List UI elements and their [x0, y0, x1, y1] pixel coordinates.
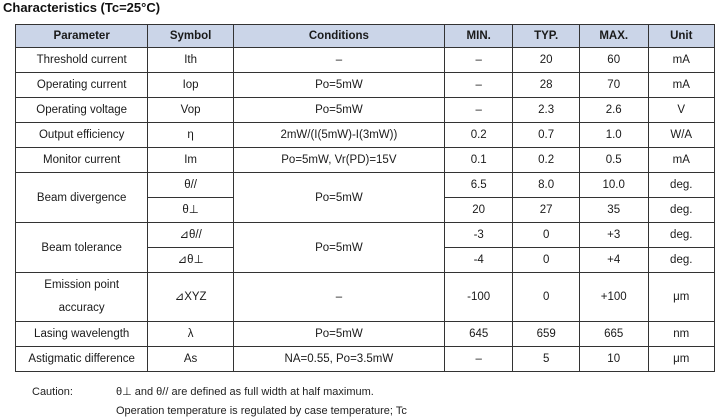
max-cell: 665: [579, 322, 648, 347]
max-cell: 35: [579, 198, 648, 223]
max-cell: 70: [579, 73, 648, 98]
table-row: [16, 173, 715, 198]
typ-cell: 0: [513, 248, 580, 273]
min-cell: –: [444, 73, 512, 98]
parameter-cell: [16, 273, 148, 322]
header-unit: Unit: [648, 25, 715, 48]
typ-cell: 8.0: [513, 173, 580, 198]
caution-text: θ⊥ and θ// are defined as full width at half maximum.: [116, 386, 374, 398]
min-cell: –: [444, 98, 512, 123]
symbol-cell: λ: [148, 322, 233, 347]
symbol-cell: Iop: [148, 73, 233, 98]
table-row: [16, 48, 715, 73]
table-row: [16, 347, 715, 372]
unit-cell: deg.: [648, 223, 715, 248]
max-cell: +100: [579, 273, 648, 322]
max-cell: 10.0: [579, 173, 648, 198]
conditions-cell: –: [233, 273, 444, 322]
min-cell: 0.2: [444, 123, 512, 148]
max-cell: 1.0: [579, 123, 648, 148]
min-cell: –: [444, 48, 512, 73]
max-cell: 2.6: [579, 98, 648, 123]
parameter-cell: Threshold current: [16, 48, 148, 73]
min-cell: 6.5: [444, 173, 512, 198]
parameter-line: accuracy: [58, 302, 105, 314]
conditions-cell: Po=5mW, Vr(PD)=15V: [233, 148, 444, 173]
unit-cell: mA: [648, 73, 715, 98]
max-cell: 10: [579, 347, 648, 372]
caution-text: Operation temperature is regulated by case temperature; Tc: [116, 405, 407, 417]
conditions-cell: Po=5mW: [233, 322, 444, 347]
table-row: [16, 98, 715, 123]
symbol-cell: ⊿θ//: [148, 223, 233, 248]
parameter-line: Emission point: [44, 279, 120, 291]
symbol-cell: Im: [148, 148, 233, 173]
parameter-cell: Monitor current: [16, 148, 148, 173]
symbol-cell: Vop: [148, 98, 233, 123]
min-cell: –: [444, 347, 512, 372]
max-cell: +4: [579, 248, 648, 273]
characteristics-table: [15, 24, 715, 372]
caution-note-2: [32, 405, 407, 417]
typ-cell: 0: [513, 273, 580, 322]
typ-cell: 0.7: [513, 123, 580, 148]
min-cell: 645: [444, 322, 512, 347]
unit-cell: nm: [648, 322, 715, 347]
symbol-cell: ⊿XYZ: [148, 273, 233, 322]
table-row: [16, 123, 715, 148]
unit-cell: μm: [648, 347, 715, 372]
header-max: MAX.: [579, 25, 648, 48]
typ-cell: 0.2: [513, 148, 580, 173]
symbol-cell: As: [148, 347, 233, 372]
min-cell: -3: [444, 223, 512, 248]
conditions-cell: NA=0.55, Po=3.5mW: [233, 347, 444, 372]
typ-cell: 28: [513, 73, 580, 98]
min-cell: -100: [444, 273, 512, 322]
typ-cell: 5: [513, 347, 580, 372]
parameter-cell: Beam tolerance: [16, 223, 148, 273]
conditions-cell: Po=5mW: [233, 223, 444, 273]
parameter-cell: Output efficiency: [16, 123, 148, 148]
header-typ: TYP.: [513, 25, 580, 48]
unit-cell: deg.: [648, 248, 715, 273]
symbol-cell: η: [148, 123, 233, 148]
symbol-cell: θ⊥: [148, 198, 233, 223]
table-row: [16, 148, 715, 173]
conditions-cell: Po=5mW: [233, 98, 444, 123]
header-symbol: Symbol: [148, 25, 233, 48]
min-cell: 0.1: [444, 148, 512, 173]
unit-cell: μm: [648, 273, 715, 322]
section-title: Characteristics (Tc=25°C): [3, 0, 161, 15]
caution-label: Caution:: [32, 386, 73, 398]
max-cell: 0.5: [579, 148, 648, 173]
unit-cell: V: [648, 98, 715, 123]
unit-cell: mA: [648, 148, 715, 173]
typ-cell: 659: [513, 322, 580, 347]
typ-cell: 27: [513, 198, 580, 223]
max-cell: +3: [579, 223, 648, 248]
symbol-cell: ⊿θ⊥: [148, 248, 233, 273]
conditions-cell: –: [233, 48, 444, 73]
min-cell: 20: [444, 198, 512, 223]
parameter-cell: Astigmatic difference: [16, 347, 148, 372]
header-conditions: Conditions: [233, 25, 444, 48]
parameter-cell: Beam divergence: [16, 173, 148, 223]
caution-note-1: [32, 385, 374, 398]
table-header-row: [16, 25, 715, 48]
unit-cell: mA: [648, 48, 715, 73]
typ-cell: 20: [513, 48, 580, 73]
typ-cell: 2.3: [513, 98, 580, 123]
table-row: [16, 273, 715, 322]
header-min: MIN.: [444, 25, 512, 48]
table-row: [16, 223, 715, 248]
table-row: [16, 322, 715, 347]
unit-cell: deg.: [648, 173, 715, 198]
symbol-cell: Ith: [148, 48, 233, 73]
parameter-cell: Operating voltage: [16, 98, 148, 123]
min-cell: -4: [444, 248, 512, 273]
conditions-cell: Po=5mW: [233, 173, 444, 223]
parameter-cell: Lasing wavelength: [16, 322, 148, 347]
max-cell: 60: [579, 48, 648, 73]
unit-cell: deg.: [648, 198, 715, 223]
typ-cell: 0: [513, 223, 580, 248]
parameter-cell: Operating current: [16, 73, 148, 98]
table-row: [16, 73, 715, 98]
conditions-cell: 2mW/(I(5mW)-I(3mW)): [233, 123, 444, 148]
symbol-cell: θ//: [148, 173, 233, 198]
header-parameter: Parameter: [16, 25, 148, 48]
unit-cell: W/A: [648, 123, 715, 148]
conditions-cell: Po=5mW: [233, 73, 444, 98]
